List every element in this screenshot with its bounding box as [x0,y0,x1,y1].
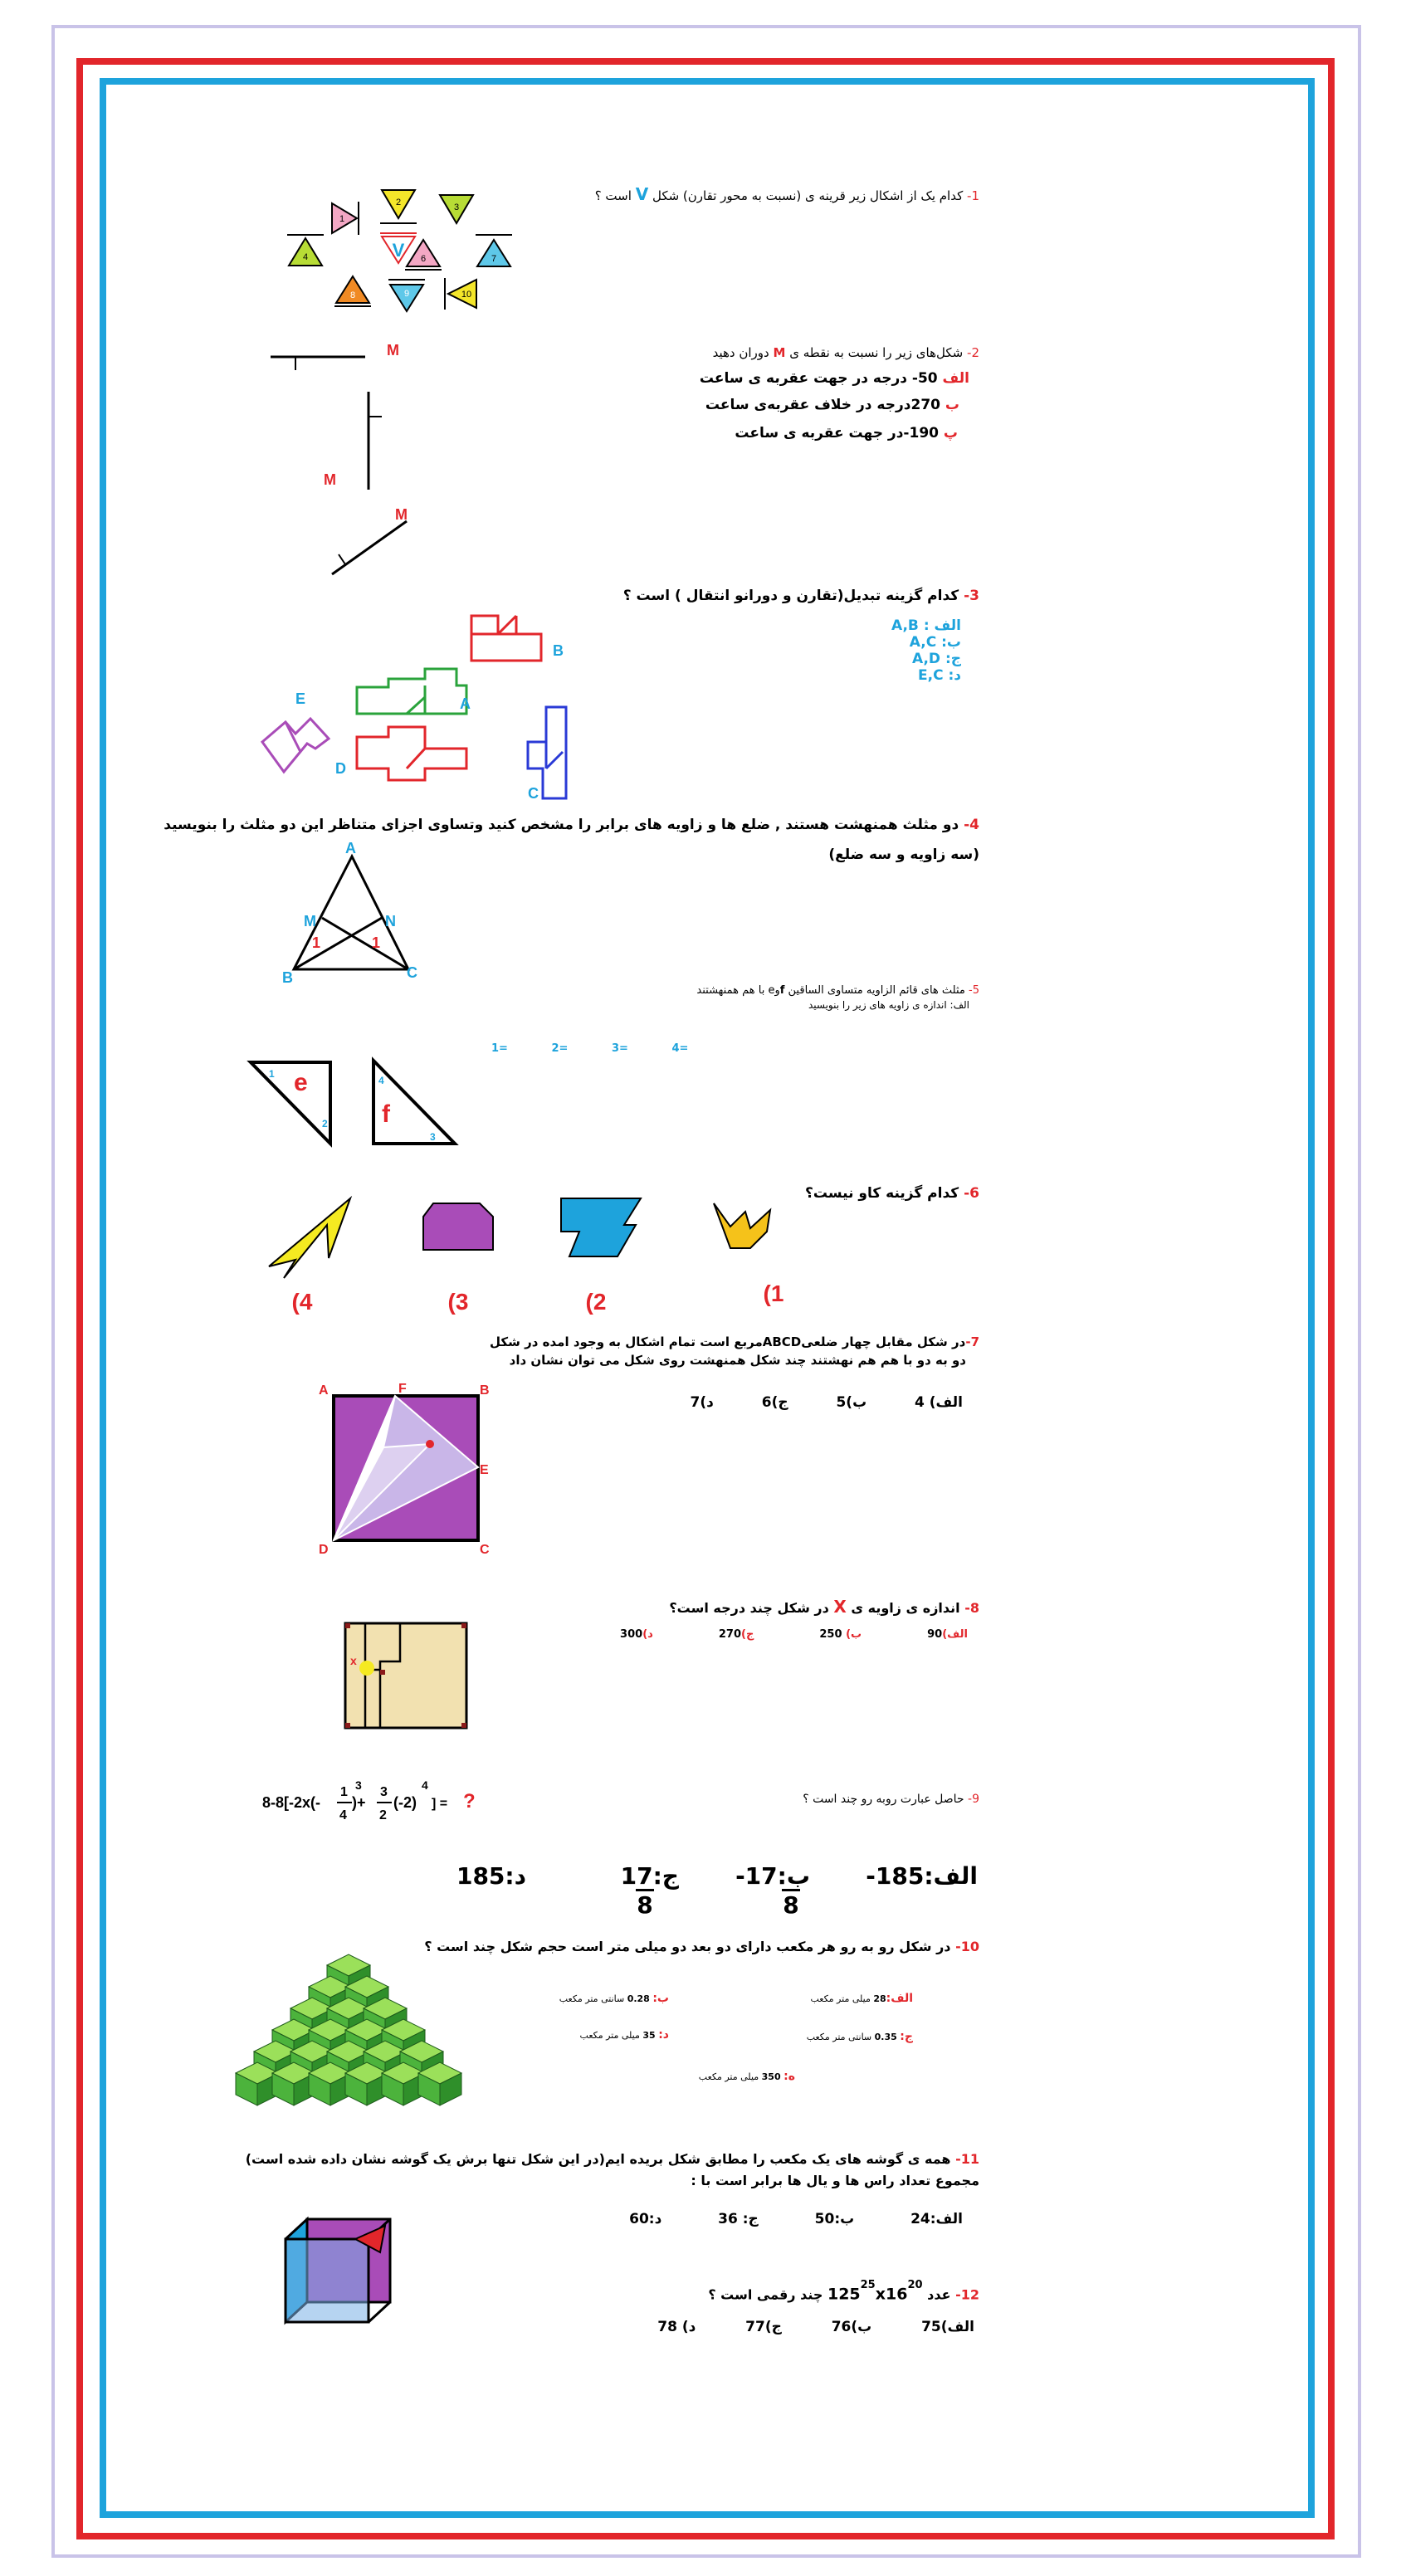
q7-line1: 7-در شکل مقابل چهار ضلعیABCDمربع است تمام اشکال به وجود امده در شکل [490,1334,979,1349]
svg-text:] =: ] = [432,1797,448,1811]
svg-text:4: 4 [422,1778,428,1792]
q10-option-c: ج: 0.35 سانتی متر مکعب [806,2030,913,2043]
q11-line2: مجموع تعداد راس ها و یال ها برابر است با : [691,2173,979,2188]
q10-option-b: ب: 0.28 سانتی متر مکعب [559,1992,669,2005]
q5-angles: 1= 2= 3= 4= [491,1042,689,1055]
q1-tail: است ؟ [594,188,632,203]
svg-text:C: C [480,1543,490,1557]
svg-text:M: M [304,913,316,929]
q9-option-c: ج:17 [620,1862,679,1890]
svg-text:7: 7 [491,254,497,264]
q9-option-b: ب:-17 [735,1862,810,1890]
q9-option-c-den: 8 [636,1889,654,1919]
svg-text:(3: (3 [447,1289,469,1315]
svg-text:C: C [407,964,417,981]
q7-line2: دو به دو با هم هم نهشتند چند شکل همنهشت روی شکل می توان نشان داد [509,1353,966,1368]
svg-text:3: 3 [355,1778,362,1792]
q4-line1: 4- دو مثلث همنهشت هستند , ضلع ها و زاویه های برابر را مشخص کنید وتساوی اجزای متناظر این دو مثلث را بنویسید [164,817,979,833]
q3-text: 3- کدام گزینه تبدیل(تقارن و دورانو انتقال ) است ؟ [622,588,979,604]
svg-text:1: 1 [269,1068,275,1080]
svg-text:10: 10 [461,290,472,300]
svg-text:A: A [319,1383,329,1398]
svg-text:E: E [295,690,306,707]
q7-figure [315,1378,506,1557]
q8-options: الف)90 ب) 250 ج)270 د)300 [620,1628,968,1641]
q4-figure [274,838,432,988]
svg-text:2: 2 [322,1118,328,1129]
q5-line2: الف: اندازه ی زاویه های زیر را بنویسید [808,999,969,1011]
q6-figure [266,1187,797,1320]
svg-text:f: f [382,1100,390,1128]
svg-text:E: E [480,1463,489,1477]
q5-line1: 5- مثلث های قائم الزاویه متساوی الساقین fوe با هم همنهشتند [696,984,979,997]
svg-text:?: ? [463,1790,476,1812]
q2-item-b: ب 270درجه در خلاف عقربه‌ی ساعت [705,397,959,413]
svg-text:4: 4 [302,252,309,262]
svg-text:D: D [319,1543,329,1557]
svg-text:(2: (2 [585,1289,607,1315]
svg-text:9: 9 [403,289,410,299]
q8-text: 8- اندازه ی زاویه ی X در شکل چند درجه است؟ [669,1597,979,1617]
q7-options: الف) 4 ب)5 ج)6 د)7 [690,1394,963,1411]
q1-body: کدام یک از اشکال زیر قرینه ی (نسبت به محور تقارن) شکل [652,188,964,203]
q1-v-symbol: V [392,240,405,261]
svg-text:2: 2 [379,1808,387,1822]
q12-text: 12- عدد $125^{25}x16^{20}$ چند رقمی است ؟ [708,2279,979,2304]
svg-text:B: B [480,1383,490,1398]
svg-text:M: M [324,471,336,488]
q6-text: 6- کدام گزینه کاو نیست؟ [805,1185,979,1202]
q10-option-e: ه: 350 میلی متر مکعب [698,2070,795,2083]
q2-figure [266,332,432,581]
q2-text: 2- شکل‌های زیر را نسبت به نقطه ی M دوران دهید [712,345,979,360]
svg-text:8: 8 [349,290,356,300]
q10-option-d: د: 35 میلی متر مکعب [579,2028,669,2042]
svg-text:(1: (1 [763,1281,784,1306]
q9-text: 9- حاصل عبارت روبه رو چند است ؟ [803,1793,979,1806]
svg-text:N: N [385,913,396,929]
svg-text:4: 4 [339,1808,347,1822]
q9-option-d: د:185 [456,1862,526,1890]
svg-text:1: 1 [340,1785,348,1799]
q11-cube [282,2216,407,2332]
svg-text:3: 3 [430,1131,436,1143]
svg-text:D: D [335,760,346,777]
q11-line1: 11- همه ی گوشه های یک مکعب را مطابق شکل بریده ایم(در این شکل تنها برش یک گوشه نشان داده شده است) [245,2151,979,2167]
q9-expression [261,1778,493,1827]
q10-text: 10- در شکل رو به رو هر مکعب دارای دو بعد دو میلی متر است حجم شکل چند است ؟ [424,1939,979,1954]
q1-figure [282,187,515,328]
svg-text:M: M [395,506,408,523]
svg-text:e: e [294,1069,308,1096]
svg-text:2: 2 [395,198,402,207]
q11-options: الف:24 ب:50 ج: 36 د:60 [629,2211,963,2227]
q10-cube-pyramid [246,1954,461,2120]
svg-text:B: B [282,969,293,986]
q3-options: الف : A,B ب: A,C ج: A,D د: E,C [891,617,961,684]
q12-options: الف)75 ب)76 ج)77 د) 78 [657,2319,974,2335]
q1-text [595,184,979,204]
svg-text:1: 1 [312,934,321,951]
svg-text:F: F [398,1382,407,1396]
svg-text:B: B [553,642,564,659]
q10-option-a: الف:28 میلی متر مکعب [810,1992,913,2005]
q8-figure [340,1618,473,1734]
svg-text:x: x [350,1654,357,1667]
svg-text:1: 1 [372,934,381,951]
q3-figure [249,606,614,805]
q2-item-a: الف 50- درجه در جهت عقربه ی ساعت [699,370,969,387]
svg-text:1: 1 [339,214,345,224]
svg-text:4: 4 [378,1075,384,1086]
svg-text:6: 6 [420,254,427,264]
svg-text:3: 3 [453,202,460,212]
svg-text:C: C [528,785,539,802]
svg-text:(4: (4 [291,1289,313,1315]
svg-text:8-8[-2x(-: 8-8[-2x(- [262,1794,321,1811]
svg-text:)+: )+ [352,1794,366,1811]
q9-option-a: الف:-185 [866,1862,978,1890]
q5-figure [249,1057,465,1157]
svg-text:(-2): (-2) [393,1794,417,1811]
svg-text:3: 3 [380,1785,388,1799]
q1-symbol: V [635,184,649,204]
svg-text:M: M [387,342,399,359]
q1-number: 1- [967,188,979,203]
q4-line2: (سه زاویه و سه ضلع) [828,846,979,863]
q2-item-c: پ 190-در جهت عقربه ی ساعت [735,425,958,442]
q9-option-b-den: 8 [782,1889,800,1919]
svg-text:A: A [460,695,471,712]
svg-text:A: A [345,840,356,856]
